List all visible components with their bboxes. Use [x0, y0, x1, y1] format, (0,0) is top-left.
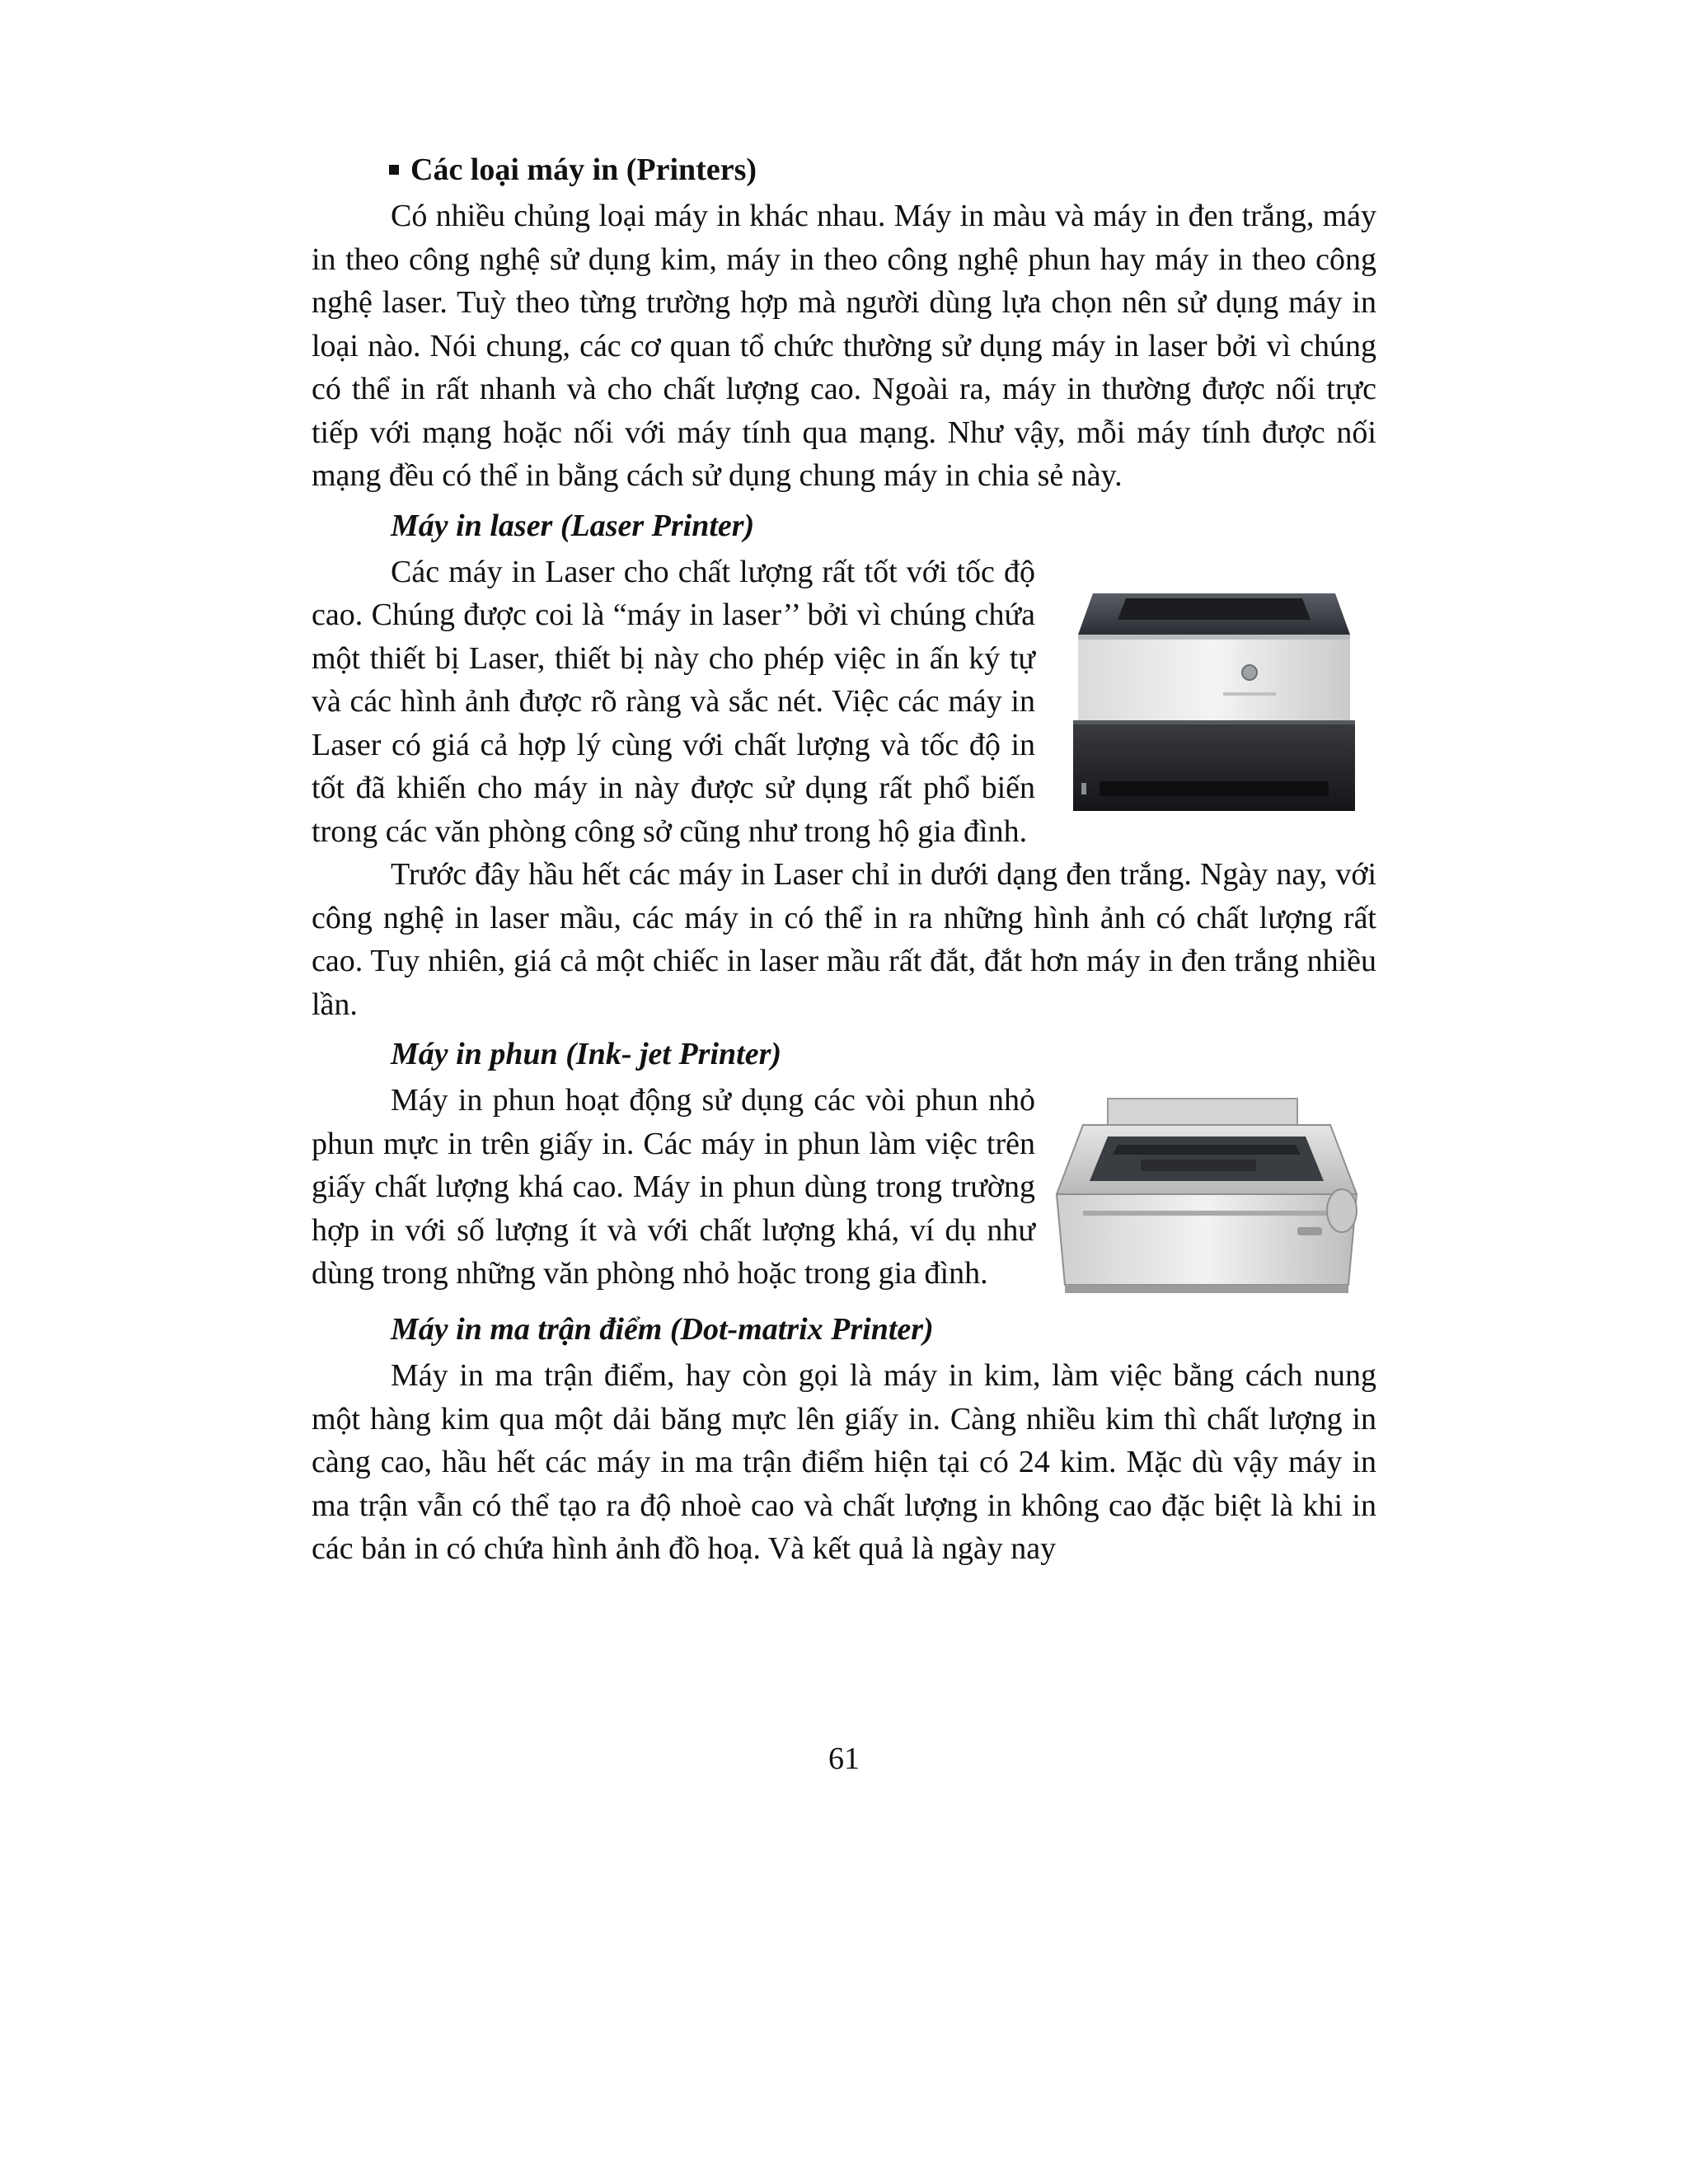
laser-color-paragraph: Trước đây hầu hết các máy in Laser chỉ in dưới dạng đen trắng. Ngày nay, với công nghệ in laser mầu, các máy in có thể in ra những hình ảnh có chất lượng rất cao. Tuy nhiên, giá cả một chiếc in laser mầu rất đắt, đắt hơn máy in đen trắng nhiều lần.: [312, 857, 1376, 1022]
inkjet-section: [312, 1079, 1376, 1301]
inkjet-paragraph: Máy in phun hoạt động sử dụng các vòi phun nhỏ phun mực in trên giấy in. Các máy in phun làm việc trên giấy chất lượng khá cao. Máy in phun dùng trong trường hợp in với số lượng ít và với chất lượng khá, ví dụ như dùng trong những văn phòng nhỏ hoặc trong gia đình.: [312, 1083, 1035, 1291]
laser-printer-icon: [1062, 587, 1367, 826]
laser-printer-title: Máy in laser (Laser Printer): [391, 508, 755, 543]
section-heading-text: Các loại máy in (Printers): [410, 152, 757, 187]
inkjet-text-column: [312, 1079, 1035, 1296]
intro-paragraph: Có nhiều chủng loại máy in khác nhau. Máy in màu và máy in đen trắng, máy in theo công nghệ sử dụng kim, máy in theo công nghệ phun hay máy in theo công nghệ laser. Tuỳ theo từng trường hợp mà người dùng lựa chọn nên sử dụng máy in loại nào. Nói chung, các cơ quan tổ chức thường sử dụng máy in laser bởi vì chúng có thể in rất nhanh và cho chất lượng cao. Ngoài ra, máy in thường được nối trực tiếp với mạng hoặc nối với máy tính qua mạng. Như vậy, mỗi máy tính được nối mạng đều có thể in bằng cách sử dụng chung máy in chia sẻ này.: [312, 199, 1376, 493]
laser-text-column: [312, 551, 1035, 854]
page-number: 61: [828, 1741, 860, 1776]
laser-section: [312, 551, 1376, 854]
dotmatrix-printer-title: Máy in ma trận điểm (Dot-matrix Printer): [391, 1312, 934, 1347]
document-page: [312, 148, 1376, 1571]
dotmatrix-paragraph: Máy in ma trận điểm, hay còn gọi là máy in kim, làm việc bằng cách nung một hàng kim qua một dải băng mực lên giấy in. Càng nhiều kim thì chất lượng in càng cao, hầu hết các máy in ma trận điểm hiện tại có 24 kim. Mặc dù vậy máy in ma trận vẫn có thể tạo ra độ nhoè cao và chất lượng in không cao đặc biệt là khi in các bản in có chứa hình ảnh đồ hoạ. Và kết quả là ngày nay: [312, 1358, 1376, 1566]
inkjet-printer-title: Máy in phun (Ink- jet Printer): [391, 1037, 782, 1071]
bullet-icon: [389, 165, 399, 175]
laser-paragraph: Các máy in Laser cho chất lượng rất tốt với tốc độ cao. Chúng được coi là “máy in laser’’ bởi vì chúng chứa một thiết bị Laser, thiết bị này cho phép việc in ấn ký tự và các hình ảnh được rõ ràng và sắc nét. Việc các máy in Laser có giá cả hợp lý cùng với chất lượng và tốc độ in tốt đã khiến cho máy in này được sử dụng rất phổ biến trong các văn phòng công sở cũng như trong hộ gia đình.: [312, 554, 1035, 849]
section-heading: [389, 148, 1376, 191]
inkjet-printer-icon: [1050, 1095, 1363, 1301]
